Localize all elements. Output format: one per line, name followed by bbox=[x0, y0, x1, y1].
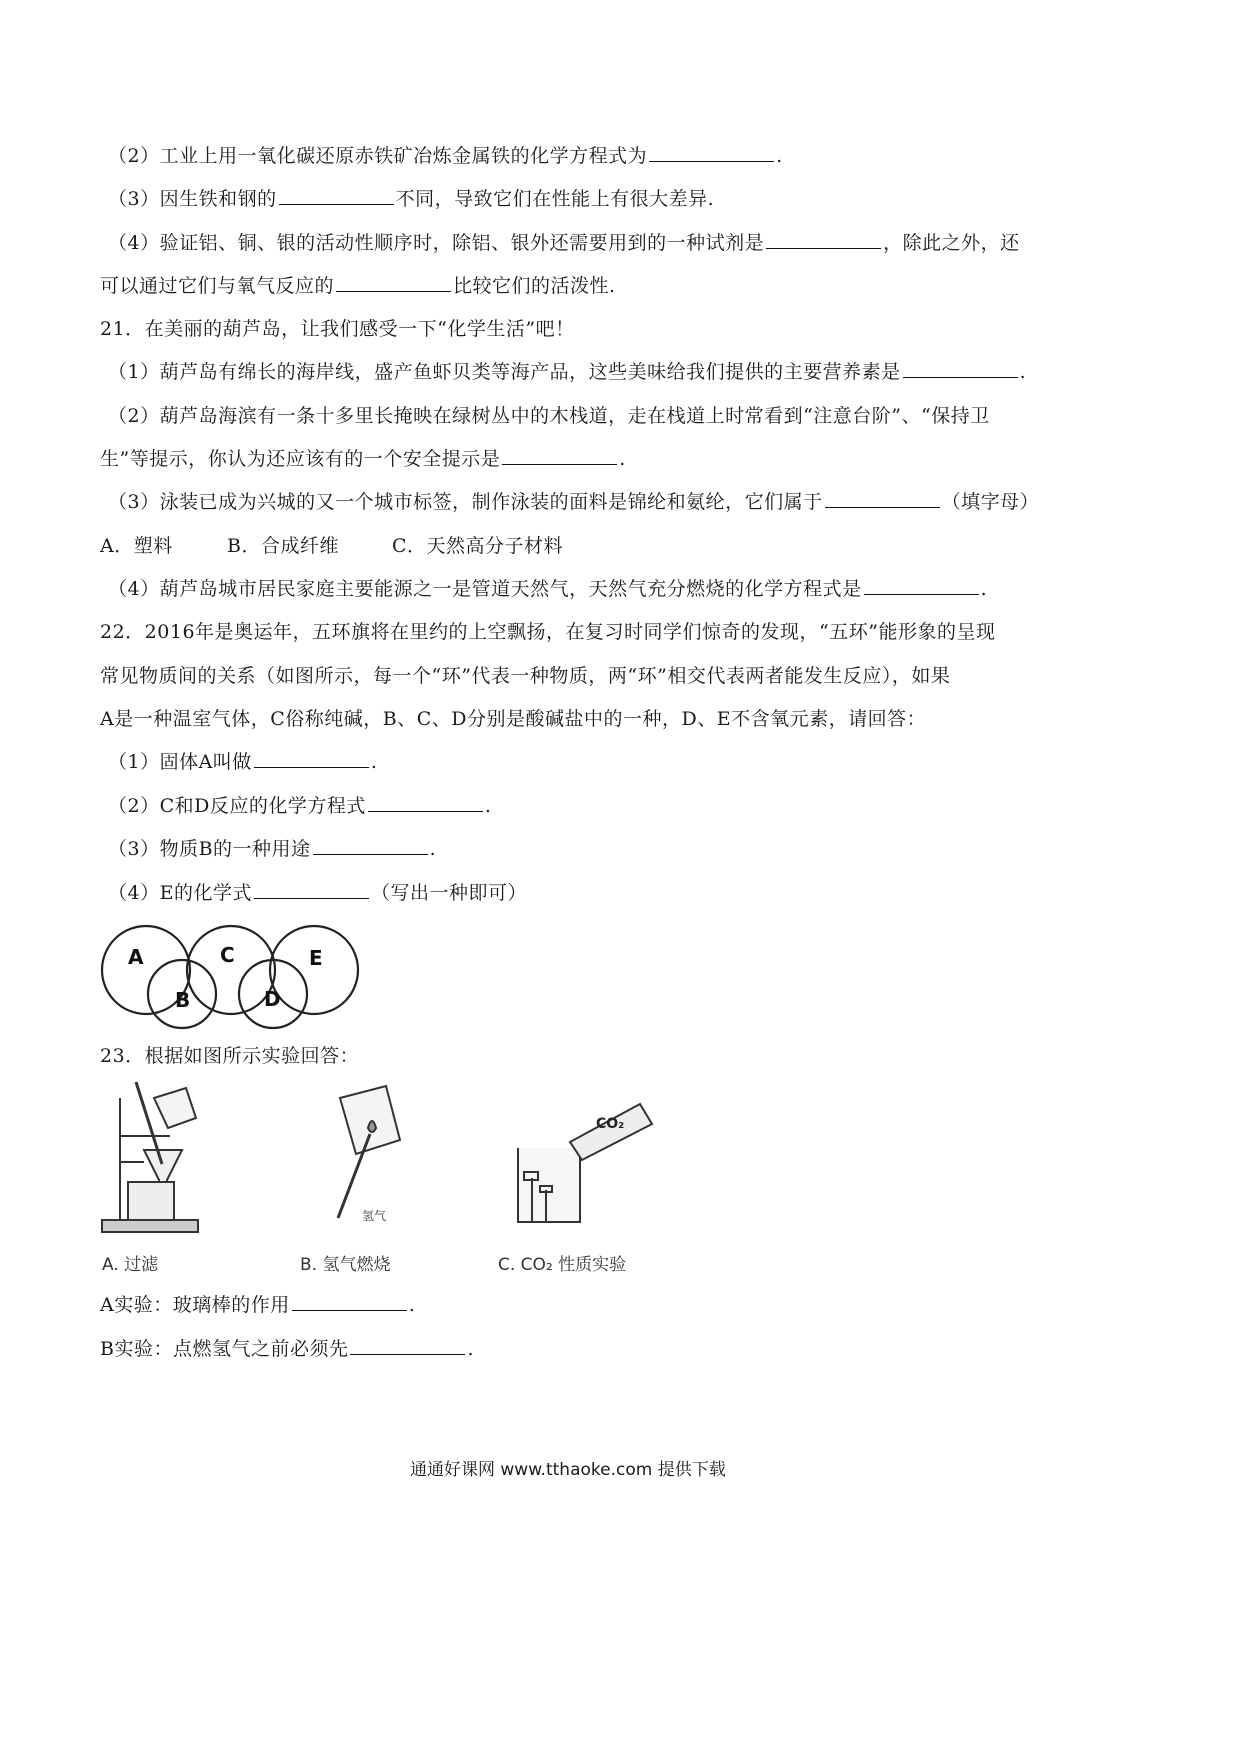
ring-label-a: A bbox=[128, 945, 144, 969]
caption-c: C. CO₂ 性质实验 bbox=[498, 1255, 627, 1275]
caption-a: A. 过滤 bbox=[102, 1255, 159, 1275]
q22-part1: （1）固体A叫做 . bbox=[108, 751, 378, 773]
footer-text: 通通好课网 www.tthaoke.com 提供下载 bbox=[410, 1460, 726, 1480]
answer-blank[interactable] bbox=[279, 186, 394, 205]
q22-part2: （2）C和D反应的化学方程式 . bbox=[108, 795, 492, 817]
answer-blank[interactable] bbox=[825, 489, 940, 508]
q21-part1: （1）葫芦岛有绵长的海岸线，盛产鱼虾贝类等海产品，这些美味给我们提供的主要营养素是 . bbox=[108, 361, 1027, 383]
answer-blank[interactable] bbox=[254, 749, 369, 768]
answer-blank[interactable] bbox=[864, 576, 979, 595]
answer-blank[interactable] bbox=[766, 230, 881, 249]
answer-blank[interactable] bbox=[336, 273, 451, 292]
answer-blank[interactable] bbox=[649, 143, 774, 162]
q23-part-b: B实验：点燃氢气之前必须先 . bbox=[100, 1338, 475, 1360]
q21-stem: 21．在美丽的葫芦岛，让我们感受一下“化学生活”吧！ bbox=[100, 318, 575, 340]
answer-blank[interactable] bbox=[350, 1336, 465, 1355]
q20-part4-cont: 可以通过它们与氧气反应的 比较它们的活泼性. bbox=[100, 275, 616, 297]
answer-blank[interactable] bbox=[368, 793, 483, 812]
q22-stem-line2: 常见物质间的关系（如图所示，每一个“环”代表一种物质，两“环”相交代表两者能发生反应），如果 bbox=[100, 665, 951, 687]
co2-experiment-icon bbox=[518, 1104, 652, 1222]
answer-blank[interactable] bbox=[502, 446, 617, 465]
option-c[interactable]: C．天然高分子材料 bbox=[392, 535, 564, 557]
q21-part2-cont: 生”等提示，你认为还应该有的一个安全提示是 . bbox=[100, 448, 626, 470]
q22-part4: （4）E的化学式 （写出一种即可） bbox=[108, 882, 527, 904]
answer-blank[interactable] bbox=[313, 836, 428, 855]
q20-part2: （2）工业上用一氧化碳还原赤铁矿冶炼金属铁的化学方程式为 . bbox=[108, 145, 783, 167]
q20-part4: （4）验证铝、铜、银的活动性顺序时，除铝、银外还需要用到的一种试剂是 ，除此之外，还 bbox=[108, 232, 1020, 254]
co2-bottle-label: CO₂ bbox=[596, 1116, 625, 1132]
five-rings-figure bbox=[100, 920, 360, 1030]
caption-b: B. 氢气燃烧 bbox=[300, 1255, 391, 1275]
q21-part4: （4）葫芦岛城市居民家庭主要能源之一是管道天然气，天然气充分燃烧的化学方程式是 . bbox=[108, 578, 988, 600]
q23-part-a: A实验：玻璃棒的作用 . bbox=[100, 1294, 416, 1316]
option-b[interactable]: B．合成纤维 bbox=[227, 535, 339, 557]
filtration-apparatus-icon bbox=[102, 1082, 198, 1232]
q23-stem: 23．根据如图所示实验回答： bbox=[100, 1045, 360, 1067]
ring-c bbox=[187, 926, 275, 1014]
answer-blank[interactable] bbox=[254, 880, 369, 899]
hydrogen-label: 氢气 bbox=[362, 1209, 387, 1223]
answer-blank[interactable] bbox=[903, 359, 1018, 378]
q21-part2: （2）葫芦岛海滨有一条十多里长掩映在绿树丛中的木栈道，走在栈道上时常看到“注意台阶”、“保持卫 bbox=[108, 405, 990, 427]
q22-stem-line1: 22．2016年是奥运年，五环旗将在里约的上空飘扬，在复习时同学们惊奇的发现，“五环”能形象的呈现 bbox=[100, 621, 996, 643]
q22-part3: （3）物质B的一种用途 . bbox=[108, 838, 437, 860]
q22-stem-line3: A是一种温室气体，C俗称纯碱，B、C、D分别是酸碱盐中的一种，D、E不含氧元素，请回答： bbox=[100, 708, 927, 730]
ring-label-d: D bbox=[264, 987, 281, 1011]
q21-options bbox=[100, 533, 563, 559]
q21-part3: （3）泳装已成为兴城的又一个城市标签，制作泳装的面料是锦纶和氨纶，它们属于 （填字母） bbox=[108, 491, 1040, 513]
q20-part3: （3）因生铁和钢的 不同，导致它们在性能上有很大差异. bbox=[108, 188, 715, 210]
option-a[interactable]: A．塑料 bbox=[100, 535, 173, 557]
ring-label-e: E bbox=[309, 946, 323, 970]
ring-label-c: C bbox=[220, 943, 235, 967]
hydrogen-burning-icon bbox=[338, 1086, 400, 1218]
experiment-figure bbox=[100, 1078, 660, 1288]
ring-label-b: B bbox=[175, 988, 191, 1012]
ring-e bbox=[270, 926, 358, 1014]
answer-blank[interactable] bbox=[292, 1292, 407, 1311]
